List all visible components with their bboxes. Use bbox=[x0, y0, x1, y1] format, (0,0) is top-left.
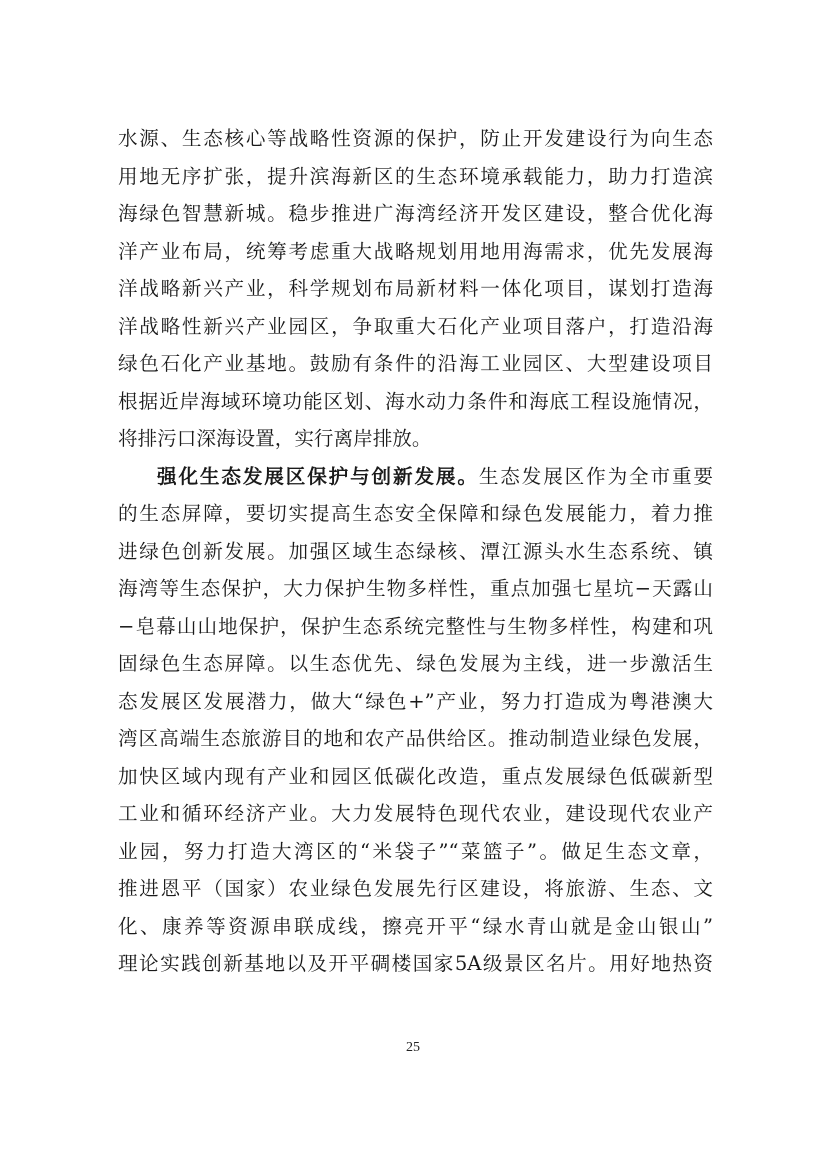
paragraph-line: 绿色石化产业基地。鼓励有条件的沿海工业园区、大型建设项目 bbox=[118, 352, 713, 375]
page-number: 25 bbox=[406, 1040, 420, 1055]
paragraph-line: 水源、生态核心等战略性资源的保护，防止开发建设行为向生态 bbox=[118, 127, 713, 150]
paragraph-line: −皂幕山山地保护，保护生态系统完整性与生物多样性，构建和巩 bbox=[118, 614, 713, 638]
paragraph-line: 根据近岸海域环境功能区划、海水动力条件和海底工程设施情况， bbox=[118, 389, 713, 413]
paragraph-line: 加快区域内现有产业和园区低碳化改造，重点发展绿色低碳新型 bbox=[118, 764, 713, 788]
paragraph-line: 海绿色智慧新城。稳步推进广海湾经济开发区建设，整合优化海 bbox=[118, 202, 713, 225]
paragraph-line: 的生态屏障，要切实提高生态安全保障和绿色发展能力，着力推 bbox=[118, 502, 713, 525]
paragraph-line: 进绿色创新发展。加强区域生态绿核、潭江源头水生态系统、镇 bbox=[118, 539, 713, 563]
paragraph-line: 推进恩平（国家）农业绿色发展先行区建设，将旅游、生态、文 bbox=[118, 877, 713, 900]
paragraph-line: 态发展区发展潜力，做大“绿色+”产业，努力打造成为粤港澳大 bbox=[118, 689, 713, 713]
paragraph-line: 固绿色生态屏障。以生态优先、绿色发展为主线，进一步激活生 bbox=[118, 652, 713, 675]
body-text bbox=[118, 120, 713, 983]
paragraph-line: 业园，努力打造大湾区的“米袋子”“菜篮子”。做足生态文章， bbox=[118, 839, 713, 863]
paragraph-line: 湾区高端生态旅游目的地和农产品供给区。推动制造业绿色发展， bbox=[118, 727, 713, 750]
paragraph-line: 用地无序扩张，提升滨海新区的生态环境承载能力，助力打造滨 bbox=[118, 164, 713, 188]
paragraph-heading: 强化生态发展区保护与创新发展。 bbox=[157, 464, 479, 488]
paragraph-line: 化、康养等资源串联成线，擦亮开平“绿水青山就是金山银山” bbox=[118, 914, 713, 938]
paragraph-line: 理论实践创新基地以及开平碉楼国家5A级景区名片。用好地热资 bbox=[118, 952, 713, 975]
paragraph-line-rest: 生态发展区作为全市重要 bbox=[478, 464, 713, 488]
paragraph-first-line bbox=[118, 458, 713, 496]
paragraph-line: 工业和循环经济产业。大力发展特色现代农业，建设现代农业产 bbox=[118, 802, 713, 825]
paragraph-line: 将排污口深海设置，实行离岸排放。 bbox=[118, 427, 432, 450]
paragraph-line: 洋战略新兴产业，科学规划布局新材料一体化项目，谋划打造海 bbox=[118, 277, 713, 300]
paragraph-line: 洋产业布局，统筹考虑重大战略规划用地用海需求，优先发展海 bbox=[118, 239, 713, 263]
paragraph-line: 海湾等生态保护，大力保护生物多样性，重点加强七星坑−天露山 bbox=[118, 577, 713, 600]
paragraph-line: 洋战略性新兴产业园区，争取重大石化产业项目落户，打造沿海 bbox=[118, 314, 713, 338]
